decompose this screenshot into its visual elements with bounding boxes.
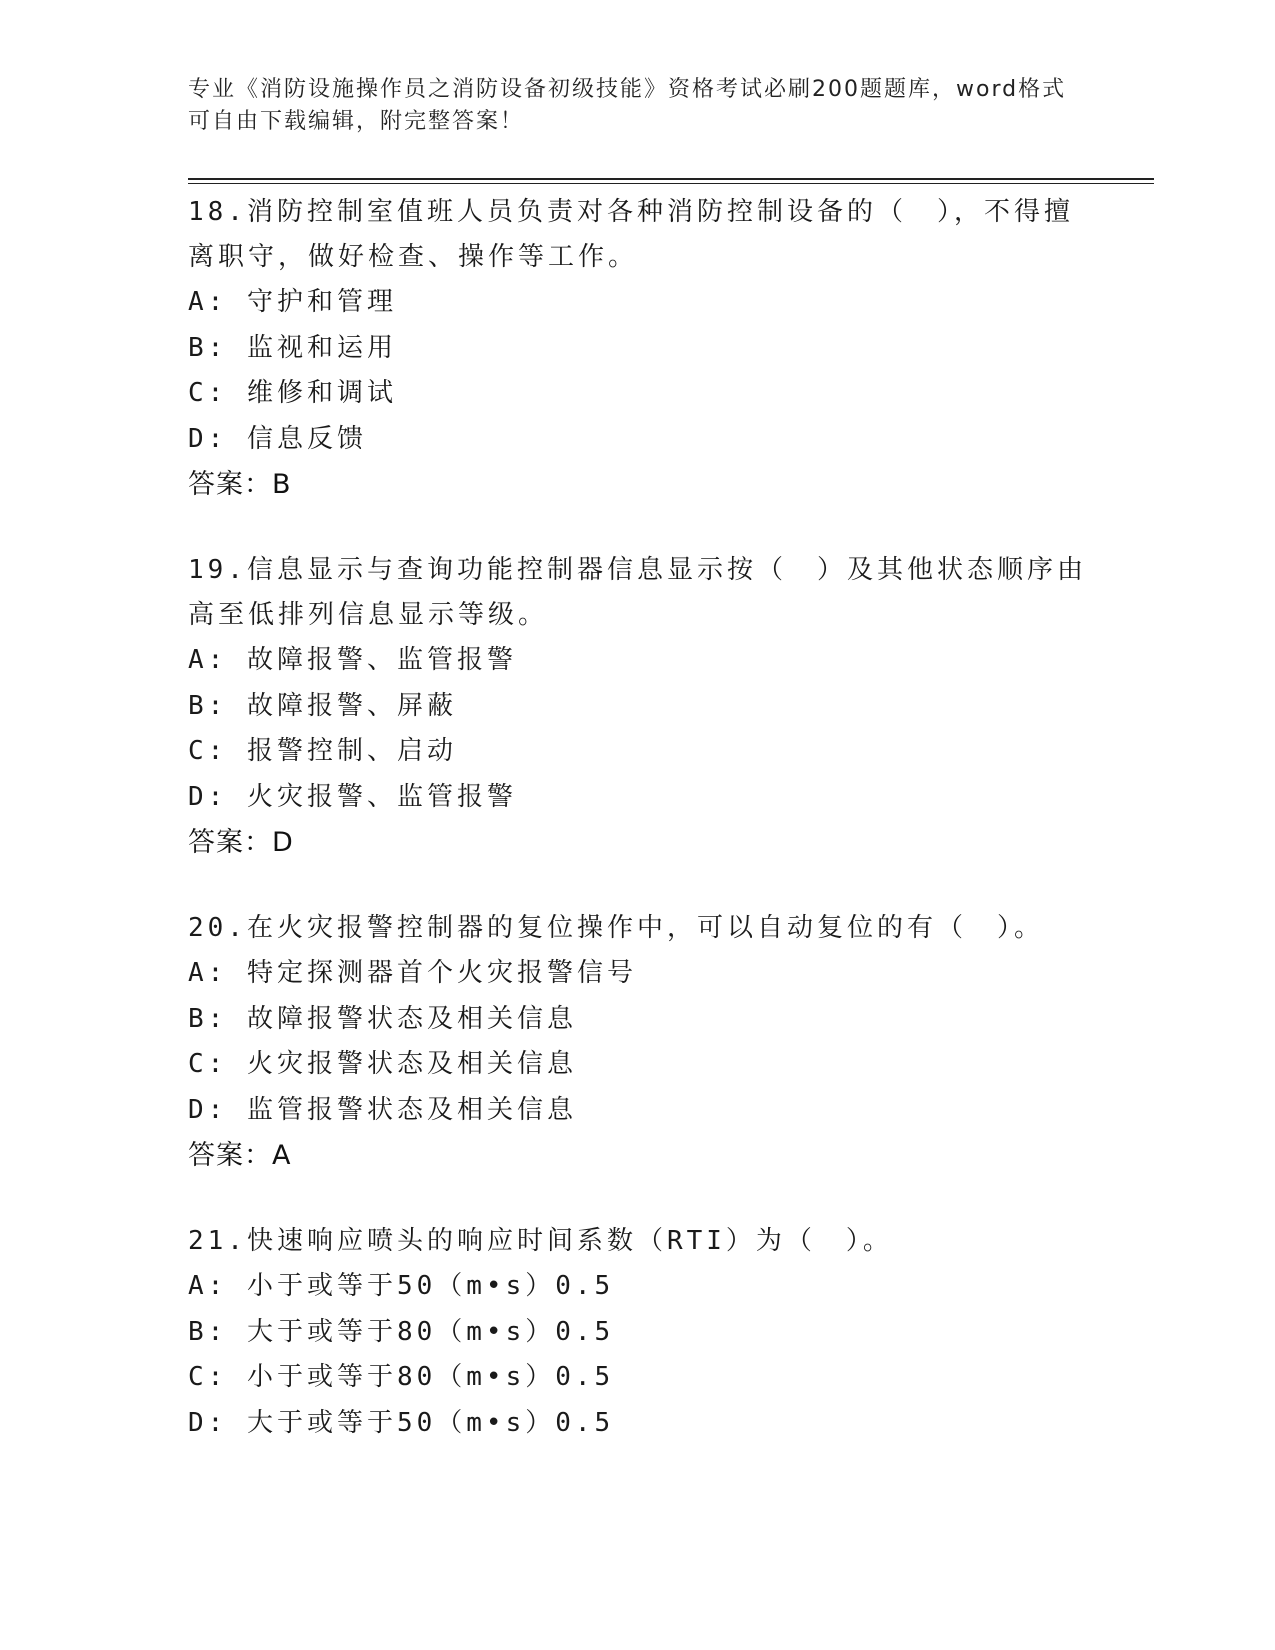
question-stem: 19.信息显示与查询功能控制器信息显示按（ ）及其他状态顺序由高至低排列信息显示等级。: [188, 555, 1087, 630]
option-d: D: 大于或等于50（m•s）0.5: [188, 1407, 615, 1438]
option-b: B: 大于或等于80（m•s）0.5: [188, 1316, 615, 1347]
option-d: D: 监管报警状态及相关信息: [188, 1094, 577, 1125]
option-a: A: 特定探测器首个火灾报警信号: [188, 958, 637, 988]
option-c: C: 报警控制、启动: [188, 736, 457, 766]
header-divider-thin: [188, 183, 1154, 184]
option-c: C: 小于或等于80（m•s）0.5: [188, 1362, 615, 1392]
option-b: B: 故障报警状态及相关信息: [188, 1003, 577, 1034]
option-d: D: 信息反馈: [188, 423, 367, 454]
question-19: [188, 548, 1088, 866]
option-a: A: 故障报警、监管报警: [188, 645, 517, 675]
answer-line: 答案：B: [188, 469, 292, 500]
option-a: A: 小于或等于50（m•s）0.5: [188, 1271, 615, 1301]
question-18: [188, 190, 1088, 508]
document-header: 专业《消防设施操作员之消防设备初级技能》资格考试必刷200题题库，word格式可自由下载编辑，附完整答案！: [188, 77, 1067, 134]
option-d: D: 火灾报警、监管报警: [188, 781, 517, 812]
question-list: [188, 190, 1088, 1486]
header-divider-thick: [188, 178, 1154, 180]
option-c: C: 维修和调试: [188, 378, 397, 408]
question-stem: 18.消防控制室值班人员负责对各种消防控制设备的（ ），不得擅离职守，做好检查、操作等工作。: [188, 197, 1074, 272]
question-stem: 21.快速响应喷头的响应时间系数（RTI）为（ ）。: [188, 1226, 893, 1256]
question-21: [188, 1219, 1088, 1446]
answer-line: 答案：A: [188, 1140, 292, 1171]
option-c: C: 火灾报警状态及相关信息: [188, 1049, 577, 1079]
question-20: [188, 906, 1088, 1179]
option-b: B: 故障报警、屏蔽: [188, 690, 457, 721]
question-stem: 20.在火灾报警控制器的复位操作中，可以自动复位的有（ ）。: [188, 913, 1044, 943]
option-b: B: 监视和运用: [188, 332, 397, 363]
answer-line: 答案：D: [188, 827, 294, 858]
option-a: A: 守护和管理: [188, 287, 397, 317]
